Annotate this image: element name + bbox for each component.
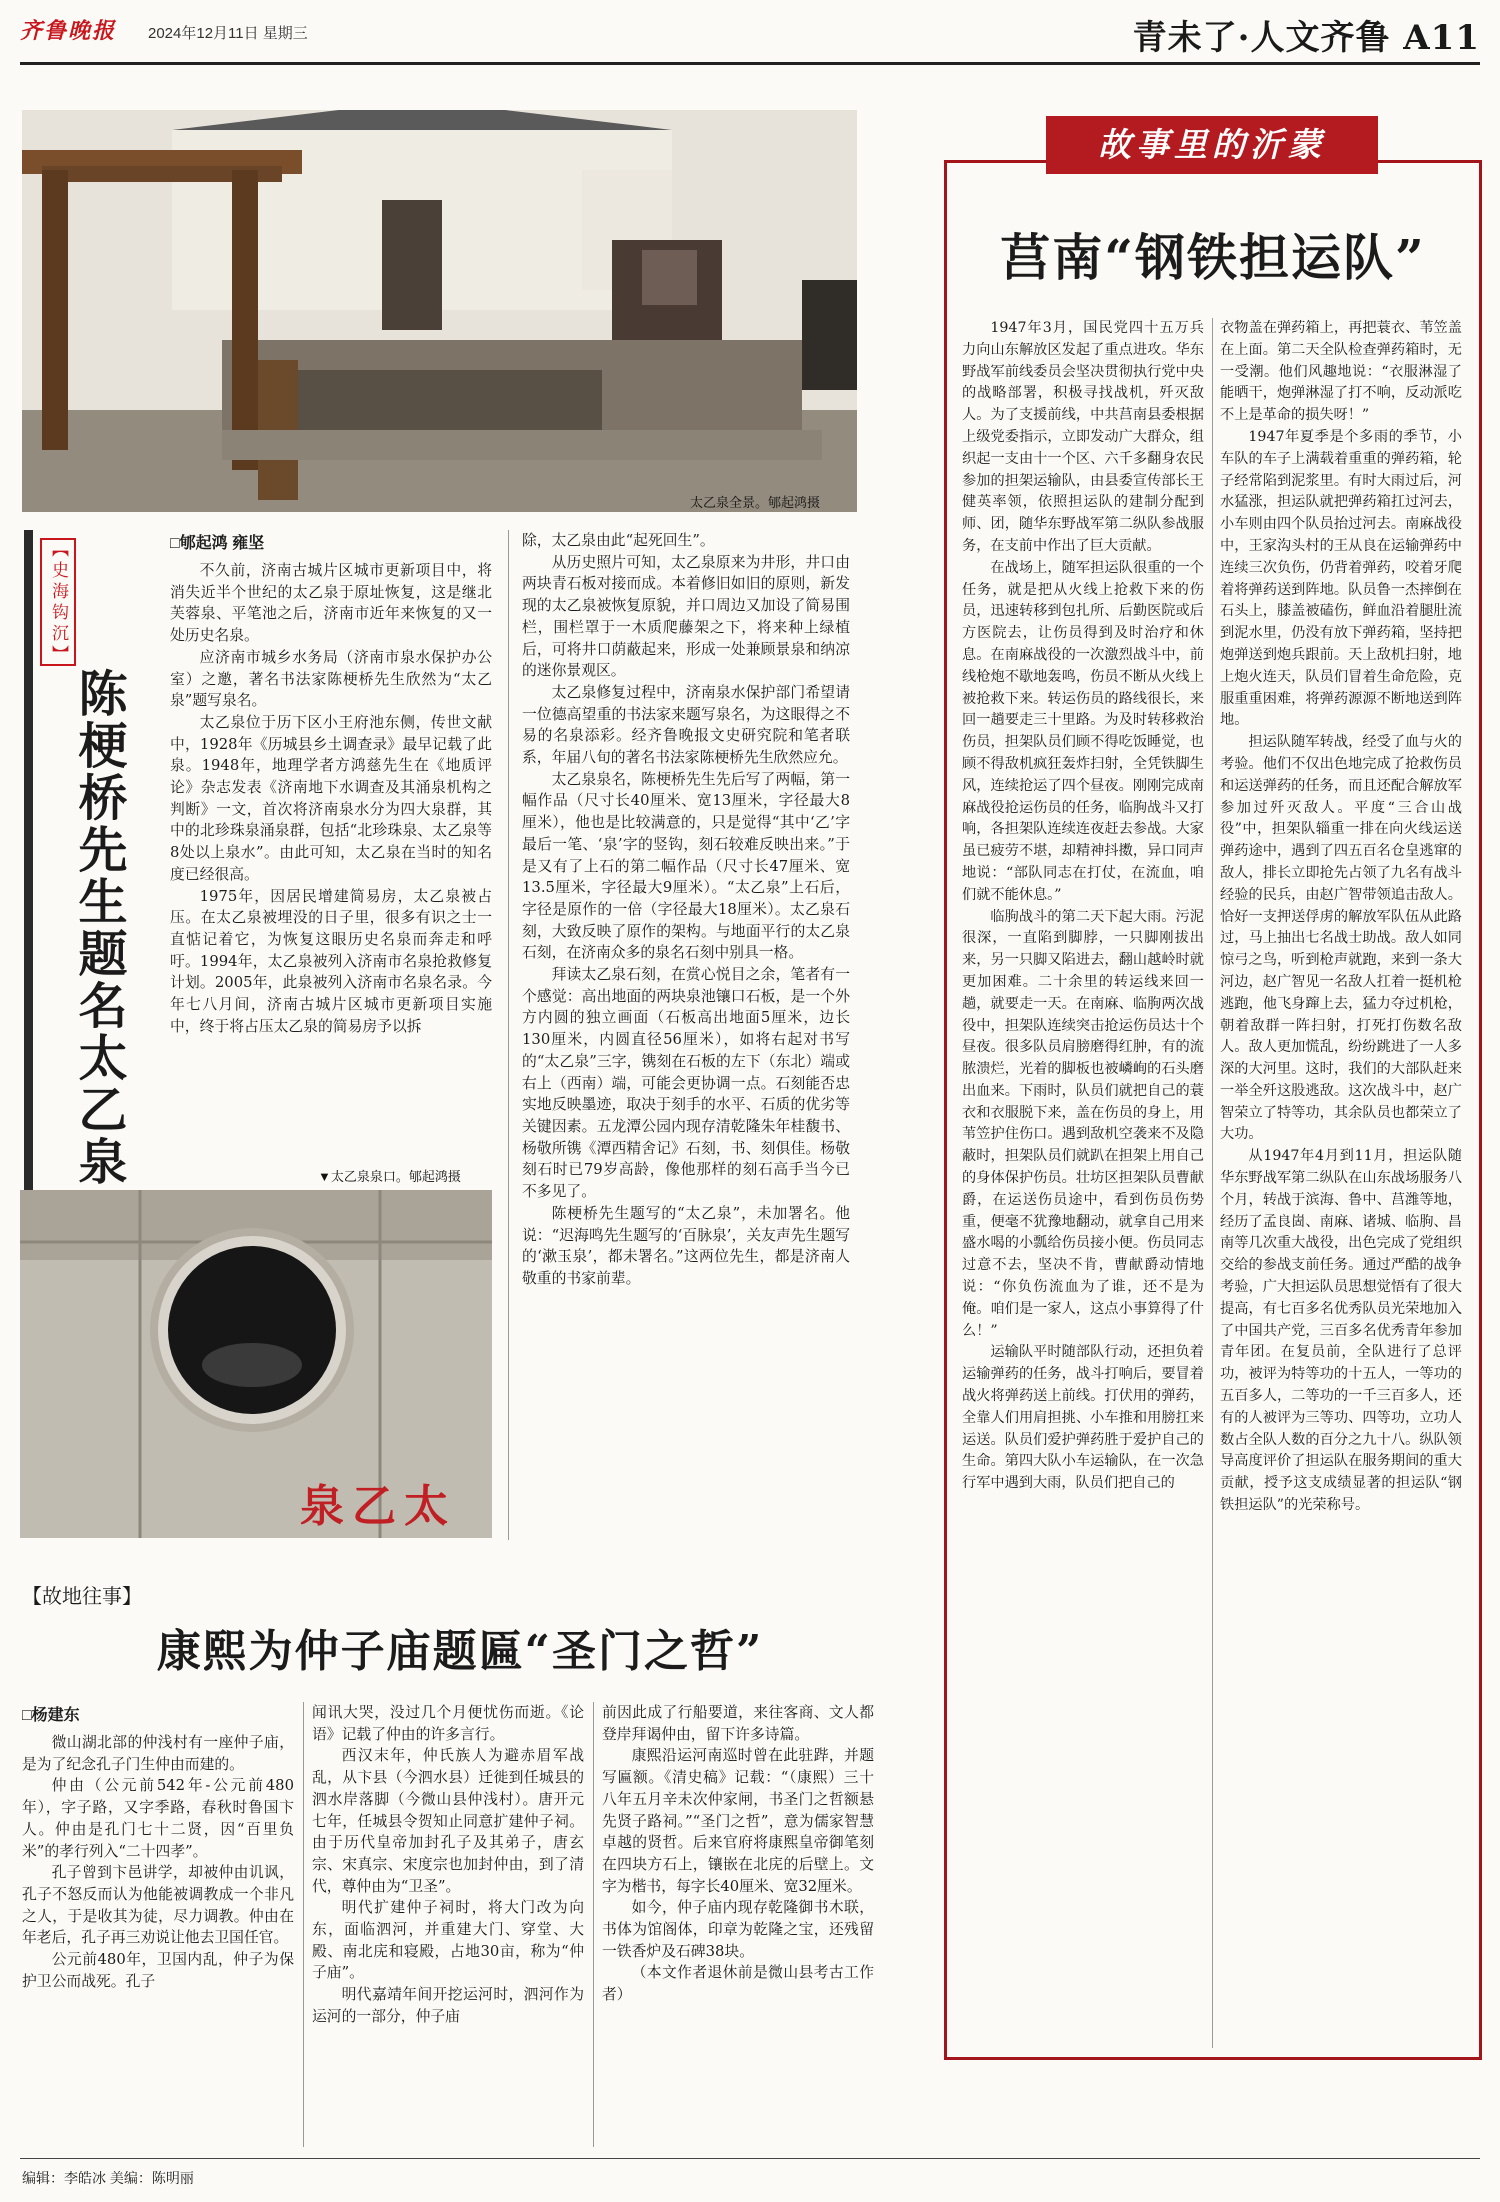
paragraph: 太乙泉修复过程中，济南泉水保护部门希望请一位德高望重的书法家来题写泉名，为这眼得之不易的名泉添彩。经齐鲁晚报文史研究院和笔者联系，年届八旬的著名书法家陈梗桥先生欣然应允。 xyxy=(522,683,850,767)
paragraph: 从历史照片可知，太乙泉原来为井形，井口由两块青石板对接而成。本着修旧如旧的原则，新发现的太乙泉被恢复原貌，并口周边又加设了简易围栏，围栏罩于一木质爬藤架之下，将来种上绿植后，可将井口荫蔽起来，形成一处兼顾景泉和纳凉的迷你景观区。 xyxy=(522,553,850,680)
paragraph: 1947年夏季是个多雨的季节，小车队的车子上满载着重重的弹药箱，轮子经常陷到泥浆里。有时大雨过后，河水猛涨，担运队就把弹药箱扛过河去，小车则由四个队员抬过河去。南麻战役中，王家沟头村的王从良在运输弹药中连续三次负伤，仍背着弹药，咬着牙爬着将弹药送到阵地。队员鲁一杰摔倒在石头上，膝盖被磕伤，鲜血沿着腿肚流到泥水里，仍没有放下弹药箱，坚持把炮弹送到炮兵跟前。天上敌机扫射，地上炮火连天，队员们冒着生命危险，克服重重困难，将弹药源源不断地送到阵地。 xyxy=(1220,428,1462,729)
issue-date: 2024年12月11日 星期三 xyxy=(148,25,308,42)
article-byline-2: □杨建东 xyxy=(22,1707,80,1724)
article-column-2 xyxy=(522,530,850,1530)
paragraph: 不久前，济南古城片区城市更新项目中，将消失近半个世纪的太乙泉于原址恢复，这是继北芙蓉泉、平笔池之后，济南市近年来恢复的又一处历史名泉。 xyxy=(170,562,492,645)
paragraph: 从1947年4月到11月，担运队随华东野战军第二纵队在山东战场服务八个月，转战于滨海、鲁中、莒潍等地，经历了孟良崮、南麻、诸城、临朐、昌南等几次重大战役，出色完成了党组织交给的参战支前任务。通过严酷的战争考验，广大担运队员思想觉悟有了很大提高，有七百多名优秀队员光荣地加入了中国共产党，三百多名优秀青年参加青年团。在复员前，全队进行了总评功，被评为特等功的十五人，一等功的五百多人，二等功的一千三百多人，还有的人被评为三等功、四等功，立功人数占全队人数的百分之九十八。纵队领导高度评价了担运队在服务期间的重大贡献，授予这支成绩显著的担运队“钢铁担运队”的光荣称号。 xyxy=(1220,1148,1462,1514)
column-divider-4 xyxy=(593,1702,594,2147)
article-byline: □郇起鸿 雍坚 xyxy=(170,535,265,552)
paragraph: 1975年，因居民增建简易房，太乙泉被占压。在太乙泉被埋没的日子里，很多有识之士一直惦记着它，为恢复这眼历史名泉而奔走和呼吁。1994年，太乙泉被列入济南市名泉抢救修复计划。2005年，此泉被列入济南市名泉名录。今年七八月间，济南古城片区城市更新项目实施中，终于将占压太乙泉的简易房予以拆 xyxy=(170,887,492,1035)
column-divider-3 xyxy=(303,1702,304,2147)
paragraph: 太乙泉位于历下区小王府池东侧，传世文献中，1928年《历城县乡土调查录》最早记载了此泉。1948年，地理学者方鸿慈先生在《地质评论》杂志发表《济南地下水调查及其涌泉机构之判断》一文，首次将济南泉水分为四大泉群，其中的北珍珠泉涌泉群，包括“北珍珠泉、太乙泉等8处以上泉水”。由此可知，太乙泉在当时的知名度已经很高。 xyxy=(170,713,492,883)
paragraph: 衣物盖在弹药箱上，再把蓑衣、苇笠盖在上面。第二天全队检查弹药箱时，无一受潮。他们风趣地说：“衣服淋湿了能晒干，炮弹淋湿了打不响，反动派吃不上是革命的损失呀！” xyxy=(1220,320,1462,424)
taiyi-spring-panorama-photo xyxy=(22,110,857,512)
paragraph: 西汉末年，仲氏族人为避赤眉军战乱，从卞县（今泗水县）迁徙到任城县的泗水岸落脚（今微山县仲浅村）。唐开元七年，任城县令贺知止同意扩建仲子祠。由于历代皇帝加封孔子及其弟子，唐玄宗、宋真宗、宋度宗也加封仲由，到了清代，尊仲由为“卫圣”。 xyxy=(312,1747,584,1895)
column-banner: 故事里的沂蒙 xyxy=(1046,116,1378,174)
paragraph: 仲由（公元前542年-公元前480年），字子路，又字季路，春秋时鲁国卞人。仲由是孔门七十二贤，因“百里负米”的孝行列入“二十四孝”。 xyxy=(22,1777,294,1860)
header-rule xyxy=(20,62,1480,65)
column-divider xyxy=(508,530,509,1540)
paragraph: 太乙泉泉名，陈梗桥先生先后写了两幅，第一幅作品（尺寸长40厘米、宽13厘米，字径最大8厘米），他也是比较满意的，只是觉得“其中‘乙’字最后一笔、‘泉’字的竖钩，刻石较难反映出来。”于是又有了上石的第二幅作品（尺寸长47厘米、宽13.5厘米，字径最大9厘米）。“太乙泉”上石后，字径是原作的一倍（字径最大18厘米）。太乙泉石刻，大致反映了原作的架构。与地面平行的太乙泉石刻，在济南众多的泉名石刻中别具一格。 xyxy=(522,770,850,962)
article-column-4 xyxy=(22,1732,294,2152)
article-column-1 xyxy=(170,560,492,1190)
photo-illustration xyxy=(22,110,857,512)
title-accent-bar xyxy=(24,530,33,1190)
paragraph: 1947年3月，国民党四十五万兵力向山东解放区发起了重点进攻。华东野战军前线委员会坚决贯彻执行党中央的战略部署，积极寻找战机，歼灭敌人。为了支援前线，中共莒南县委根据上级党委指示，立即发动广大群众，组织起一支由十一个区、六千多翻身农民参加的担架运输队，由县委宣传部长王健英率领，依照担运队的建制分配到师、团，随华东野战军第二纵队参战服务，在支前中作出了巨大贡献。 xyxy=(962,320,1204,554)
spring-name-inscription: 泉乙太 xyxy=(300,1481,456,1532)
newspaper-logo: 齐鲁晚报 xyxy=(20,18,117,44)
section-title: 青未了·人文齐鲁 A11 xyxy=(1132,18,1480,58)
article-column-3b xyxy=(1220,318,1462,2048)
footer-rule xyxy=(20,2158,1480,2159)
article-title: 陈梗桥先生题名太乙泉 xyxy=(71,668,129,1188)
spring-photo-caption: ▼太乙泉泉口。郇起鸿摄 xyxy=(318,1169,461,1184)
paragraph: 孔子曾到卞邑讲学，却被仲由讥讽，孔子不怒反而认为他能被调教成一个非凡之人，于是收其为徒，尽力调教。仲由在年老后，孔子再三劝说让他去卫国任官。 xyxy=(22,1864,294,1947)
paragraph: 明代嘉靖年间开挖运河时，泗河作为运河的一部分，仲子庙 xyxy=(312,1986,584,2025)
paragraph: 临朐战斗的第二天下起大雨。污泥很深，一直陷到脚脖，一只脚刚拔出来，另一只脚又陷进去，翻山越岭时就更加困难。二十余里的转运线来回一趟，就要走一天。在南麻、临朐两次战役中，担架队连续突击抢运伤员达十个昼夜。很多队员肩膀磨得红肿，有的流脓溃烂，光着的脚板也被嶙峋的石头磨出血来。下雨时，队员们就把自己的蓑衣和衣服脱下来，盖在伤员的身上，用苇笠护住伤口。遇到敌机空袭来不及隐蔽时，担架队员们就趴在担架上用自己的身体保护伤员。壮坊区担架队员曹献爵，在运送伤员途中，看到伤员伤势重，便毫不犹豫地翻动，就拿自己用来盛水喝的小瓢给伤员接小便。伤员同志过意不去，坚决不肯，曹献爵动情地说：“你负伤流血为了谁，还不是为俺。咱们是一家人，这点小事算得了什么！” xyxy=(962,908,1204,1339)
article-title-2: 莒南“钢铁担运队” xyxy=(1000,228,1426,287)
paragraph: 如今，仲子庙内现存乾隆御书木联，书体为馆阁体，印章为乾隆之宝，还残留一铁香炉及石碑38块。 xyxy=(602,1899,874,1960)
paragraph: 康熙沿运河南巡时曾在此驻跸，并题写匾额。《清史稿》记载：“（康熙）三十八年五月辛未次仲家闸，书圣门之哲额悬先贤子路祠。”“圣门之哲”，意为儒家智慧卓越的贤哲。后来官府将康熙皇帝御笔刻在四块方石上，镶嵌在北庑的后壁上。文字为楷书，每字长40厘米、宽32厘米。 xyxy=(602,1747,874,1895)
column-tag-2: 【故地往事】 xyxy=(22,1586,142,1608)
article-column-6 xyxy=(602,1702,874,2152)
paragraph: 公元前480年，卫国内乱，仲子为保护卫公而战死。孔子 xyxy=(22,1951,294,1990)
paragraph: 明代扩建仲子祠时，将大门改为向东，面临泗河，并重建大门、穿堂、大殿、南北庑和寝殿，占地30亩，称为“仲子庙”。 xyxy=(312,1899,584,1982)
article-title-3: 康熙为仲子庙题匾“圣门之哲” xyxy=(156,1626,764,1677)
paragraph: 在战场上，随军担运队很重的一个任务，就是把从火线上抢救下来的伤员，迅速转移到包扎所、后勤医院或后方医院去，让伤员得到及时治疗和休息。在南麻战役的一次激烈战斗中，前线枪炮不歇地轰鸣，伤员不断从火线上被抢救下来。转运伤员的路线很长，来回一趟要走三十里路。为及时转移救治伤员，担架队员们顾不得吃饭睡觉，也顾不得敌机疯狂轰炸扫射，全凭铁脚生风，连续抢运了四个昼夜。刚刚完成南麻战役抢运伤员的任务，临朐战斗又打响，各担架队连续连夜赶去参战。大家虽已疲劳不堪，却精神抖擞，异口同声地说：“部队同志在打仗，在流血，咱们就不能休息。” xyxy=(962,559,1204,903)
paragraph: 拜读太乙泉石刻，在赏心悦目之余，笔者有一个感觉：高出地面的两块泉池镶口石板，是一个外方内圆的独立画面（石板高出地面5厘米，边长130厘米，内圆直径56厘米），如将右起对书写的“太乙泉”三字，镌刻在石板的左下（东北）端或右上（西南）端，可能会更协调一点。石刻能否忠实地反映墨迹，取决于刻手的水平、石质的优劣等关键因素。五龙潭公园内现存清乾隆朱年桂馥书、杨敬所镌《潭西精舍记》石刻，书、刻俱佳。杨敬刻石时已79岁高龄，像他那样的刻石高手当今已不多见了。 xyxy=(522,966,850,1201)
paragraph: 微山湖北部的仲浅村有一座仲子庙，是为了纪念孔子门生仲由而建的。 xyxy=(22,1734,294,1773)
column-tag: 【史海钩沉】 xyxy=(40,538,76,666)
paragraph: 应济南市城乡水务局（济南市泉水保护办公室）之邀，著名书法家陈梗桥先生欣然为“太乙泉”题写泉名。 xyxy=(170,648,492,710)
paragraph: 闻讯大哭，没过几个月便忧伤而逝。《论语》记载了仲由的许多言行。 xyxy=(312,1704,584,1743)
column-divider-2 xyxy=(1212,318,1213,2048)
paragraph: 除，太乙泉由此“起死回生”。 xyxy=(522,532,715,549)
page-credits: 编辑：李皓冰 美编：陈明丽 xyxy=(22,2170,194,2186)
article-column-5 xyxy=(312,1702,584,2152)
main-photo-caption: 太乙泉全景。郇起鸿摄 xyxy=(690,495,821,510)
paragraph: 前因此成了行船要道，来往客商、文人都登岸拜谒仲由，留下许多诗篇。 xyxy=(602,1704,874,1743)
paragraph: 运输队平时随部队行动，还担负着运输弹药的任务，战斗打响后，要冒着战火将弹药送上前线。打伏用的弹药，全靠人们用肩担挑、小车推和用膀扛来运送。队员们爱护弹药胜于爱护自己的生命。第四大队小车运输队，在一次急行军中遇到大雨，队员们把自己的 xyxy=(962,1344,1204,1492)
paragraph: 担运队随军转战，经受了血与火的考验。他们不仅出色地完成了抢救伤员和运送弹药的任务，而且还配合解放军参加过歼灭敌人。平度“三合山战役”中，担架队辎重一排在向火线运送弹药途中，遇到了四五百名仓皇逃窜的敌人，排长立即抢先占领了九名有战斗经验的民兵，由赵广智带领追击敌人。恰好一支押送俘虏的解放军队伍从此路过，马上抽出七名战士助战。敌人如同惊弓之鸟，听到枪声就跑，来到一条大河边，赵广智见一名敌人扛着一挺机枪逃跑，他飞身蹿上去，猛力夺过机枪，朝着敌群一阵扫射，打死打伤数名敌人。敌人更加慌乱，纷纷跳进了一人多深的大河里。这时，我们的大部队赶来一举全歼这股逃敌。这次战斗中，赵广智荣立了特等功，其余队员也都荣立了大功。 xyxy=(1220,734,1462,1143)
paragraph: （本文作者退休前是微山县考古工作者） xyxy=(602,1964,874,2004)
paragraph: 陈梗桥先生题写的“太乙泉”，未加署名。他说：“迟海鸣先生题写的‘百脉泉’，关友声先生题写的‘漱玉泉’，都未署名。”这两位先生，都是济南人敬重的书家前辈。 xyxy=(522,1204,850,1287)
article-column-3a xyxy=(962,318,1204,2048)
